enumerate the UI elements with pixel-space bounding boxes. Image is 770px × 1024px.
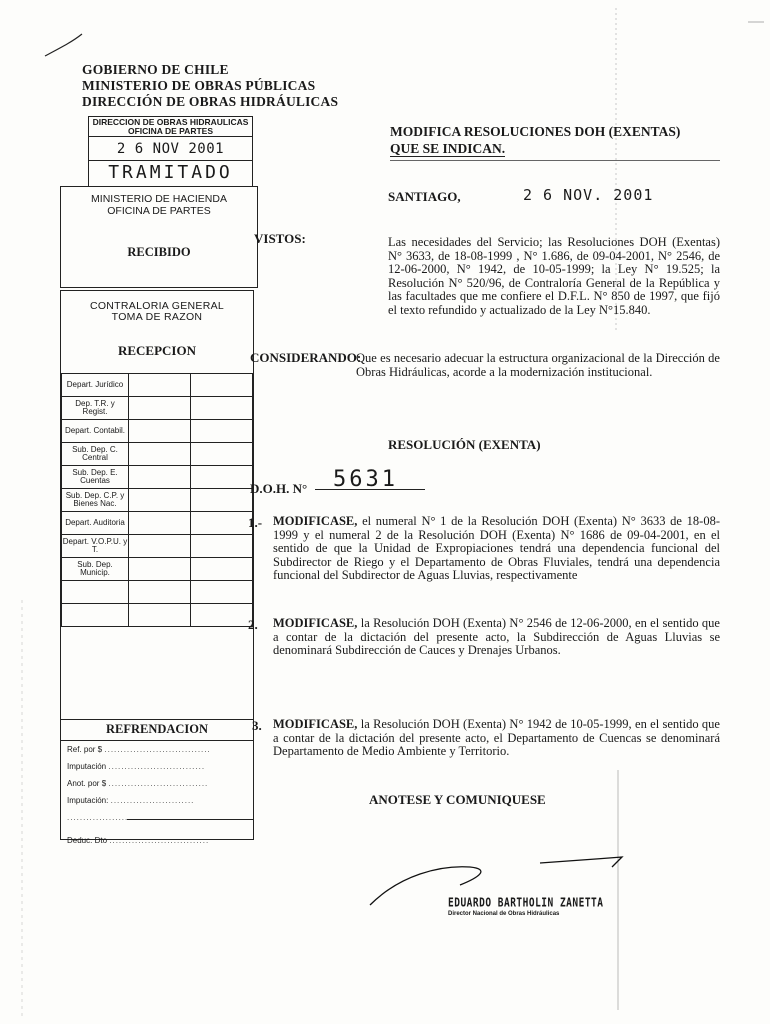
item-3-lead: MODIFICASE, — [273, 717, 358, 731]
title-rule — [390, 160, 720, 161]
considerando-label: CONSIDERANDO: — [250, 350, 362, 365]
document-title — [390, 123, 680, 157]
vistos-label: VISTOS: — [254, 231, 306, 246]
refrendacion-ref: Ref. por $ — [67, 745, 103, 754]
department-cell — [129, 604, 191, 627]
header-direccion: DIRECCIÓN DE OBRAS HIDRÁULICAS — [82, 94, 339, 109]
stamp-oficina-partes — [88, 116, 253, 187]
stamp-dir-line2: OFICINA DE PARTES — [89, 127, 252, 137]
item-1-lead: MODIFICASE, — [273, 514, 358, 528]
department-cell — [191, 581, 253, 604]
refrendacion-row: Ref. por $ ................................. — [67, 745, 211, 754]
department-cell — [191, 512, 253, 535]
department-cell — [62, 604, 129, 627]
doh-label: D.O.H. N° — [250, 481, 308, 496]
refrendacion-anot: Anot. por $ — [67, 779, 107, 788]
department-cell — [191, 420, 253, 443]
department-cell — [129, 397, 191, 420]
department-label: Depart. Auditoria — [62, 512, 129, 535]
department-cell — [191, 374, 253, 397]
stamp-hac-received: RECIBIDO — [127, 245, 191, 259]
refrendacion-row: .......................................... — [67, 813, 203, 822]
department-row — [62, 466, 253, 489]
stamp-dir-date: 2 6 NOV 2001 — [89, 141, 252, 161]
refrendacion-row: Imputación .............................. — [67, 762, 206, 771]
department-cell — [129, 443, 191, 466]
item-2-lead: MODIFICASE, — [273, 616, 358, 630]
signature-name: EDUARDO BARTHOLIN ZANETTA — [448, 896, 604, 911]
item-3-number: 3. — [252, 718, 262, 733]
stamp-hac-line2: OFICINA DE PARTES — [107, 205, 211, 217]
resolucion-heading: RESOLUCIÓN (EXENTA) — [388, 437, 541, 452]
contraloria-line1: CONTRALORIA GENERAL — [89, 300, 225, 312]
refrendacion-row: Imputación: .......................... — [67, 796, 195, 805]
department-label: Dep. T.R. y Regist. — [62, 397, 129, 420]
refrendacion-section — [61, 719, 253, 849]
department-cell — [129, 374, 191, 397]
department-cell — [191, 604, 253, 627]
item-2-number: 2. — [248, 617, 258, 632]
department-cell — [129, 558, 191, 581]
department-cell — [129, 535, 191, 558]
vistos-text: Las necesidades del Servicio; las Resoluciones DOH (Exentas) N° 3633, de 18-08-1999 , N° 1.686, de 09-04-2001, N° 2546, de 12-06-2000, N° 1942, de 10-05-1999; la Ley N° 19.525; la Resolución N° 520/96, de Contraloría General de la República y las facultades que me confiere el D.F.L. N° 850 de 1997, que fijó el texto refundido y actualizado de la Ley N°15.840. — [388, 235, 720, 317]
header-gobierno: GOBIERNO DE CHILE — [82, 62, 229, 77]
contraloria-recepcion: RECEPCION — [117, 343, 196, 358]
closing-text: ANOTESE Y COMUNIQUESE — [369, 792, 546, 807]
stamp-hac-line1: MINISTERIO DE HACIENDA — [91, 193, 227, 205]
department-cell — [191, 466, 253, 489]
department-cell — [129, 466, 191, 489]
stamp-hacienda — [60, 186, 258, 288]
department-row — [62, 443, 253, 466]
department-cell — [191, 489, 253, 512]
department-label: Depart. Jurídico — [62, 374, 129, 397]
refrendacion-row: Deduc. Dto ............................... — [67, 836, 210, 845]
refrendacion-row: Anot. por $ ............................... — [67, 779, 209, 788]
department-row — [62, 535, 253, 558]
item-1-text — [273, 515, 720, 583]
item-1-body: el numeral N° 1 de la Resolución DOH (Exenta) N° 3633 de 18-08-1999 y el numeral 2 de la Resolución DOH (Exenta) N° 1686 de 09-04-2001, en el sentido de que la Unidad de Expropiaciones tendrá una dependencia funcional del Subdirector de Riego y el Departamento de Obras Fluviales, tendrá una dependencia funcional del Subdirector de Aguas Lluvias, respectivamente — [273, 514, 720, 582]
doh-underline — [315, 489, 425, 490]
department-label: Depart. V.O.P.U. y T. — [62, 535, 129, 558]
refrendacion-deduc: Deduc. Dto — [67, 836, 108, 845]
refrendacion-bottom-line — [127, 819, 253, 820]
item-3-body: la Resolución DOH (Exenta) N° 1942 de 10-05-1999, en el sentido que a contar de la dictación del presente acto, el Departamento de Cuencas se denominará Departamento de Medio Ambiente y Territorio. — [273, 717, 720, 758]
departments-table — [61, 373, 253, 627]
department-row — [62, 604, 253, 627]
refrendacion-title: REFRENDACION — [61, 720, 253, 741]
department-label: Sub. Dep. E. Cuentas — [62, 466, 129, 489]
department-row — [62, 512, 253, 535]
department-row — [62, 558, 253, 581]
department-cell — [191, 558, 253, 581]
title-line1: MODIFICA RESOLUCIONES DOH (EXENTAS) — [390, 124, 681, 139]
considerando-text: Que es necesario adecuar la estructura organizacional de la Dirección de Obras Hidráulicas, acorde a la modernización institucional. — [356, 351, 720, 379]
department-cell — [191, 535, 253, 558]
department-label: Depart. Contabil. — [62, 420, 129, 443]
item-3-text — [273, 718, 720, 759]
title-line2: QUE SE INDICAN. — [390, 141, 506, 156]
department-cell — [191, 397, 253, 420]
stamp-dir-status: TRAMITADO — [108, 162, 233, 183]
department-cell — [129, 420, 191, 443]
header-ministerio: MINISTERIO DE OBRAS PÚBLICAS — [82, 78, 316, 93]
department-label: Sub. Dep. C.P. y Bienes Nac. — [62, 489, 129, 512]
stamp-dir-line1: DIRECCION DE OBRAS HIDRAULICAS — [92, 117, 249, 127]
department-cell — [129, 581, 191, 604]
item-2-body: la Resolución DOH (Exenta) N° 2546 de 12-06-2000, en el sentido que a contar de la dictación del presente acto, la Subdirección de Aguas Lluvias se denominará Subdirección de Cauces y Drenajes Urbanos. — [273, 616, 720, 657]
item-1-number: 1.- — [248, 515, 263, 530]
department-row — [62, 397, 253, 420]
department-cell — [129, 489, 191, 512]
refrendacion-imputacion: Imputación — [67, 762, 107, 771]
item-2-text — [273, 617, 720, 658]
refrendacion-imputacion2: Imputación: — [67, 796, 109, 805]
department-label: Sub. Dep. C. Central — [62, 443, 129, 466]
contraloria-line2: TOMA DE RAZON — [111, 311, 203, 323]
department-cell — [191, 443, 253, 466]
contraloria-box — [60, 290, 254, 845]
department-row — [62, 581, 253, 604]
department-row — [62, 374, 253, 397]
department-row — [62, 420, 253, 443]
signature-role: Director Nacional de Obras Hidráulicas — [448, 911, 560, 917]
department-cell — [129, 512, 191, 535]
resolution-date: 2 6 NOV. 2001 — [523, 186, 654, 204]
doh-number: 5631 — [333, 467, 398, 492]
department-row — [62, 489, 253, 512]
place: SANTIAGO, — [388, 189, 461, 204]
department-label: Sub. Dep. Municip. — [62, 558, 129, 581]
department-cell — [62, 581, 129, 604]
